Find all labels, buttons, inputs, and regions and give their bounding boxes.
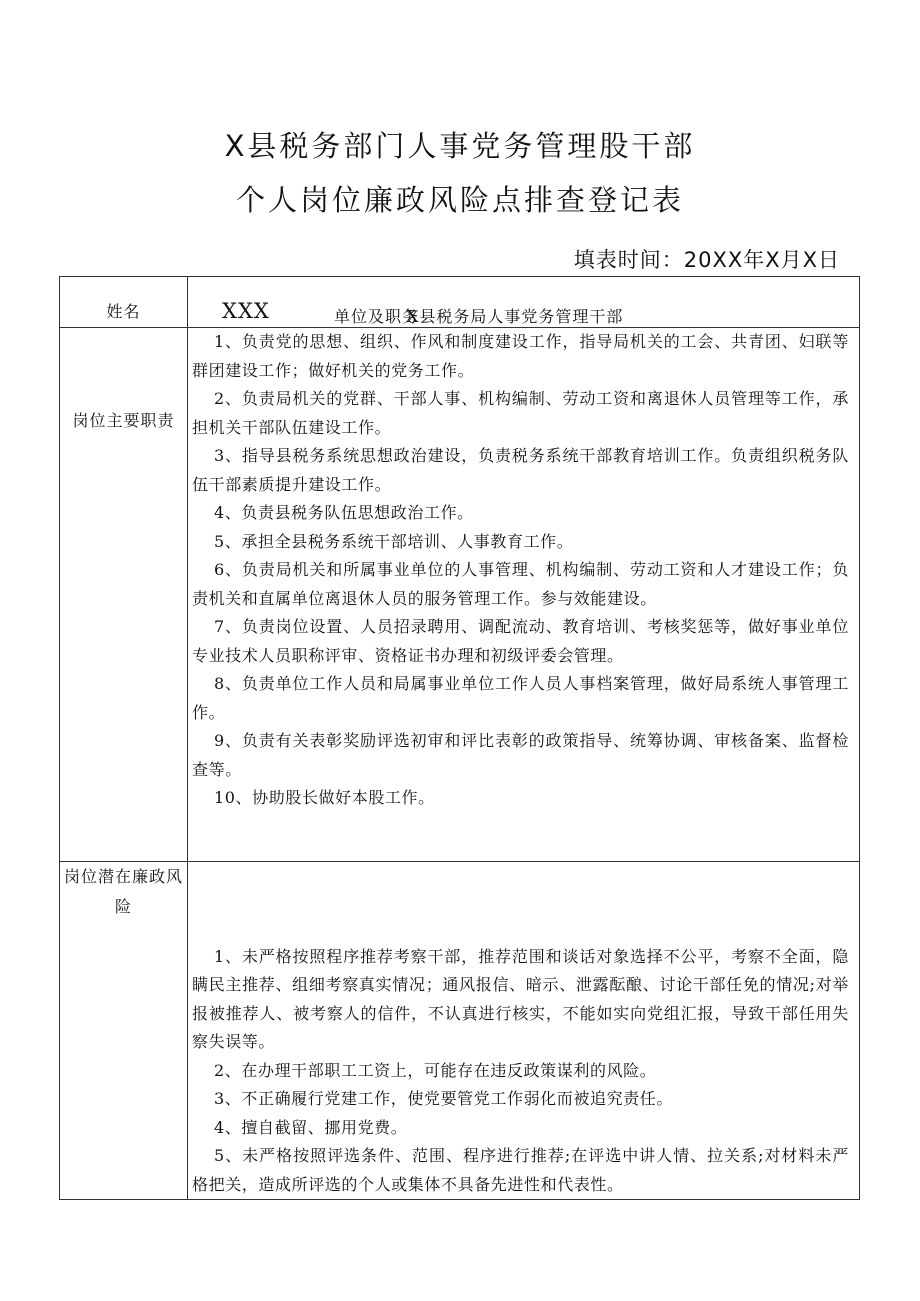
duty-item: 1、负责党的思想、组织、作风和制度建设工作，指导局机关的工会、共青团、妇联等群团建设工作；做好机关的党务工作。 <box>192 332 849 380</box>
duties-cell <box>188 328 860 862</box>
duties-row <box>60 328 860 862</box>
duty-item: 7、负责岗位设置、人员招录聘用、调配流动、教育培训、考核奖惩等，做好事业单位专业技术人员职称评审、资格证书办理和初级评委会管理。 <box>192 617 849 665</box>
duty-item: 8、负责单位工作人员和局属事业单位工作人员人事档案管理，做好局系统人事管理工作。 <box>192 674 849 722</box>
risk-item: 4、擅自截留、挪用党费。 <box>214 1117 408 1137</box>
duty-item: 9、负责有关表彰奖励评选初审和评比表彰的政策指导、统筹协调、审核备案、监督检查等。 <box>192 731 849 779</box>
unit-label: 单位及职务 <box>334 307 420 326</box>
name-unit-cell <box>188 277 860 328</box>
duty-item: 2、负责局机关的党群、干部人事、机构编制、劳动工资和离退休人员管理等工作，承担机关干部队伍建设工作。 <box>192 389 849 437</box>
risk-item: 5、未严格按照评选条件、范围、程序进行推荐;在评选中讲人情、拉关系;对材料未严格把关，造成所评选的个人或集体不具备先进性和代表性。 <box>192 1146 849 1194</box>
risk-item: 3、不正确履行党建工作，使党要管党工作弱化而被追究责任。 <box>214 1089 673 1108</box>
fill-date: 填表时间：20XX年X月X日 <box>573 248 840 272</box>
duty-item: 3、指导县税务系统思想政治建设，负责税务系统干部教育培训工作。负责组织税务队伍干部素质提升建设工作。 <box>192 446 849 494</box>
unit-value: X县税务局人事党务管理干部 <box>407 307 624 326</box>
risk-registration-table <box>59 276 860 1200</box>
name-label: 姓名 <box>60 277 188 328</box>
risks-cell <box>188 862 860 1200</box>
duty-item: 5、承担全县税务系统干部培训、人事教育工作。 <box>214 531 574 551</box>
duty-item: 10、协助股长做好本股工作。 <box>214 788 435 807</box>
duty-item: 4、负责县税务队伍思想政治工作。 <box>214 503 474 522</box>
form-title-line1: X县税务部门人事党务管理股干部 <box>224 129 696 163</box>
duties-label: 岗位主要职责 <box>60 328 188 862</box>
duty-item: 6、负责局机关和所属事业单位的人事管理、机构编制、劳动工资和人才建设工作；负责机关和直属单位离退休人员的服务管理工作。参与效能建设。 <box>192 560 849 608</box>
form-title-line2: 个人岗位廉政风险点排查登记表 <box>235 183 684 217</box>
risks-label: 岗位潜在廉政风险 <box>60 862 188 1200</box>
name-value: XXX <box>222 299 270 323</box>
name-row <box>60 277 860 328</box>
risk-item: 2、在办理干部职工工资上，可能存在违反政策谋利的风险。 <box>214 1060 657 1080</box>
risk-item: 1、未严格按照程序推荐考察干部，推荐范围和谈话对象选择不公平，考察不全面，隐瞒民主推荐、组细考察真实情况；通风报信、暗示、泄露酝酿、讨论干部任免的情况;对举报被推荐人、被考察人的信件，不认真进行核实，不能如实向党组汇报，导致干部任用失察失误等。 <box>192 946 849 1051</box>
risks-row <box>60 862 860 1200</box>
